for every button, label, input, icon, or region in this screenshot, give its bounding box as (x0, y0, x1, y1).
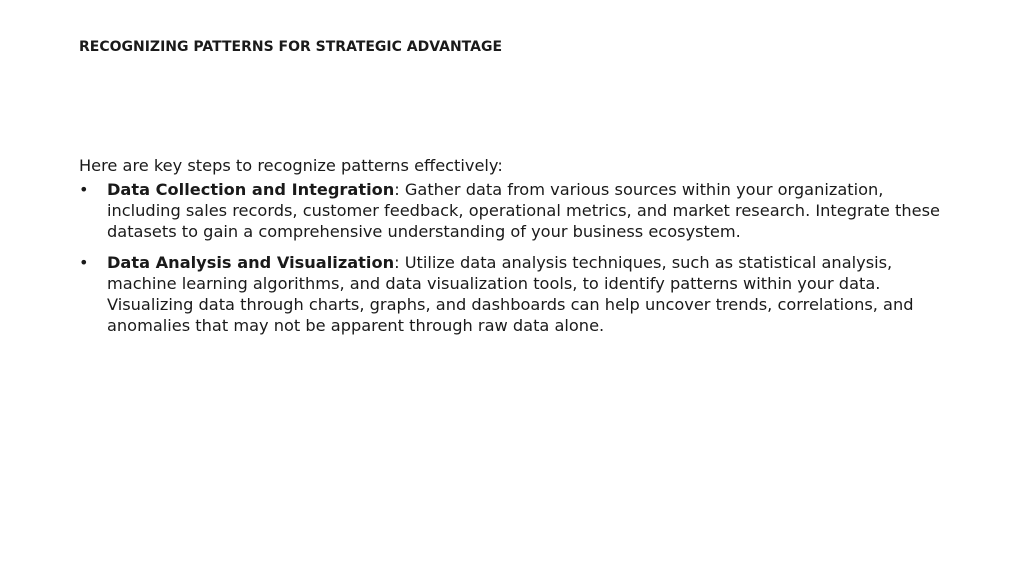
bullet-term: Data Analysis and Visualization (107, 253, 395, 272)
slide-title: RECOGNIZING PATTERNS FOR STRATEGIC ADVANTAGE (79, 39, 503, 55)
bullet-item (79, 252, 959, 336)
bullet-marker: • (79, 180, 89, 199)
bullet-list (79, 179, 959, 336)
intro-text: Here are key steps to recognize patterns effectively: (79, 156, 503, 175)
bullet-text: : Gather data from various sources within your organization, including sales records, customer feedback, operational metrics, and market research. Integrate these datasets to gain a comprehensive understanding of your business ecosystem. (107, 180, 940, 241)
bullet-text: : Utilize data analysis techniques, such as statistical analysis, machine learning algorithms, and data visualization tools, to identify patterns within your data. Visualizing data through charts, graphs, and dashboards can help uncover trends, correlations, and anomalies that may not be apparent through raw data alone. (107, 253, 914, 335)
slide-body (79, 155, 959, 346)
bullet-item (79, 179, 959, 242)
bullet-term: Data Collection and Integration (107, 180, 395, 199)
bullet-marker: • (79, 253, 89, 272)
